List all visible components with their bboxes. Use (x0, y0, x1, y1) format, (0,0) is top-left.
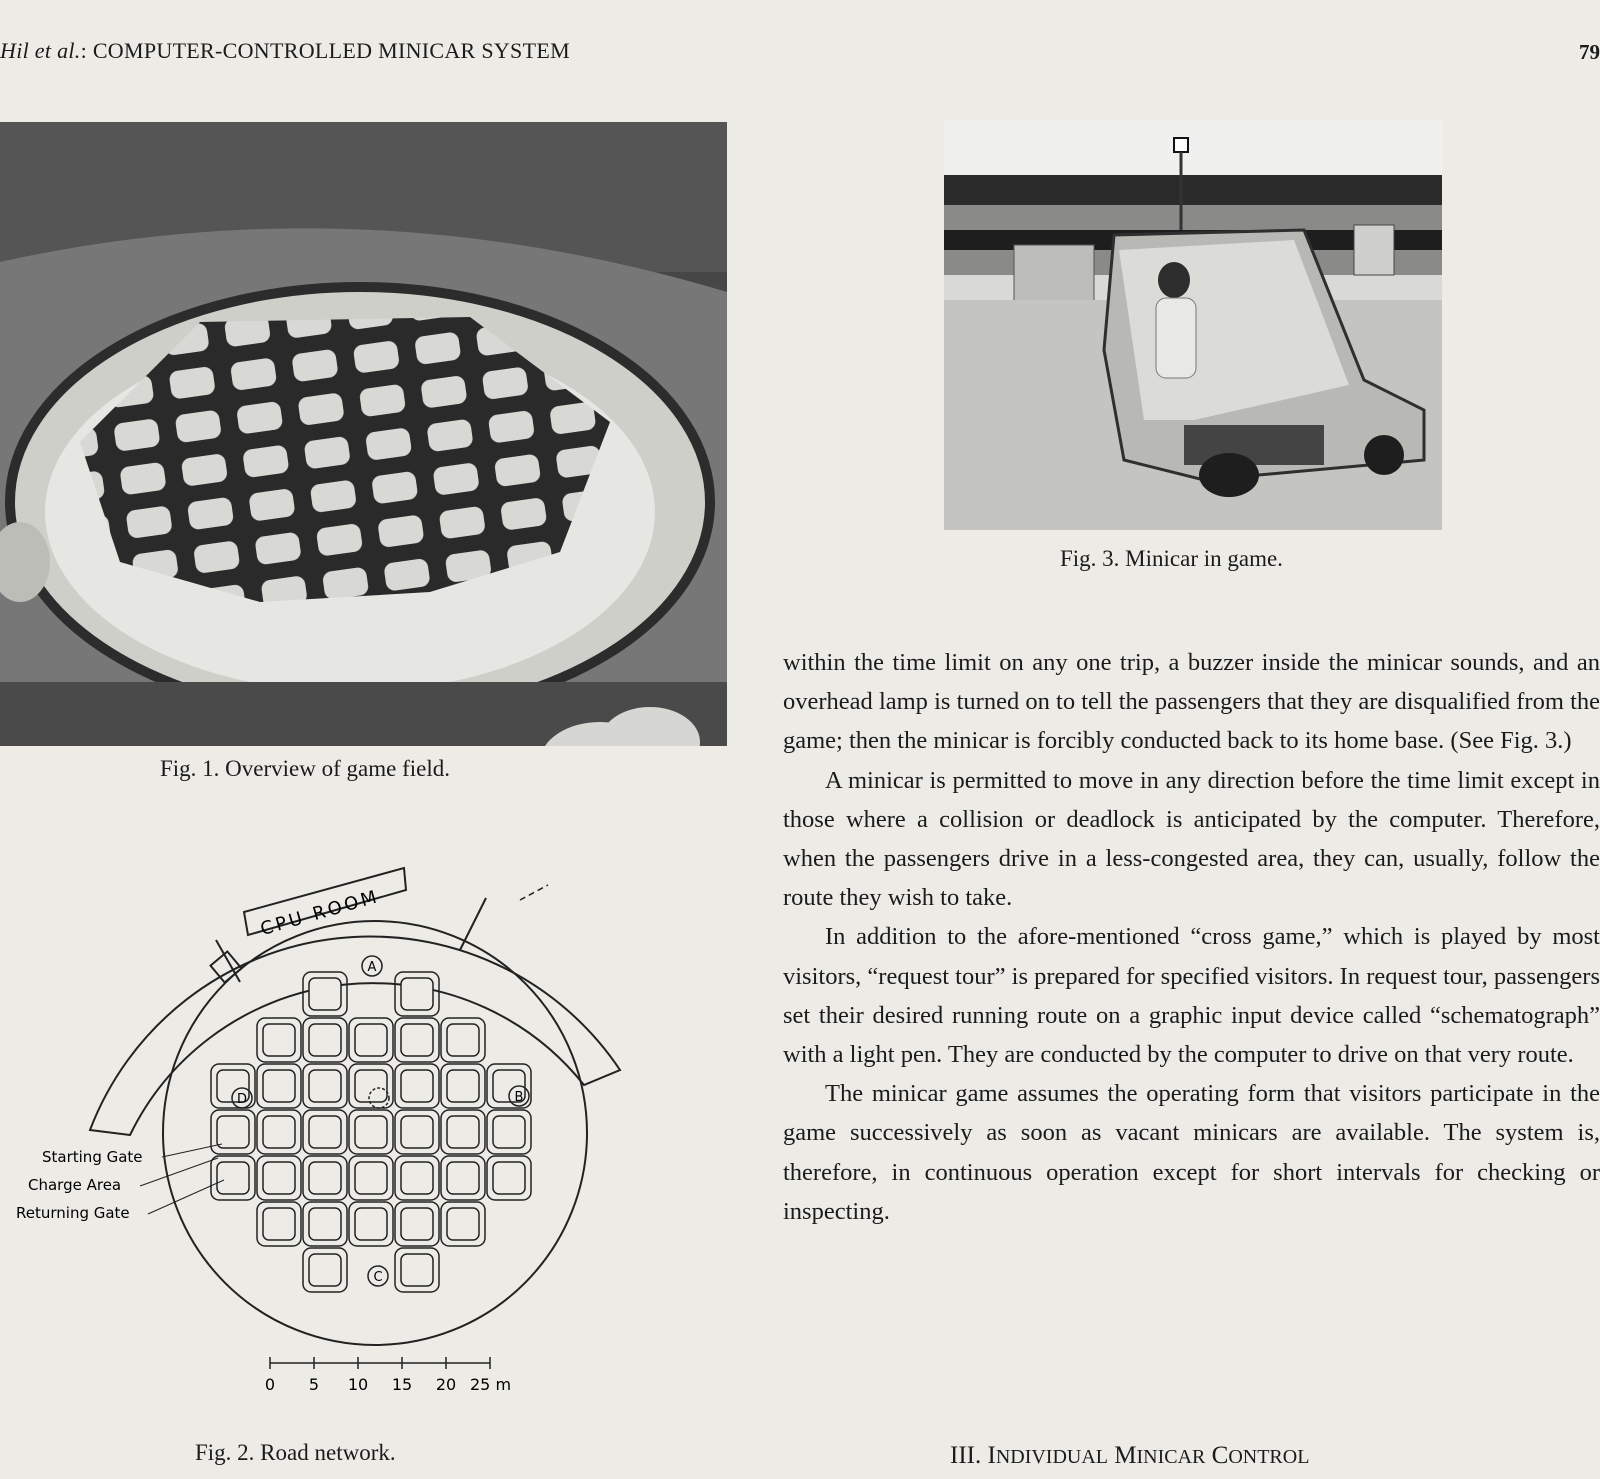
city-block (447, 1070, 479, 1102)
section-number: III. (950, 1442, 982, 1469)
scale-tick-label: 15 (391, 1375, 413, 1394)
section-heading (950, 1442, 1309, 1470)
gate-d-label: D (236, 1092, 248, 1107)
header-authors: Hil et al. (0, 38, 81, 63)
scale-tick-label: 0 (264, 1375, 276, 1394)
city-block (493, 1162, 525, 1194)
city-block (401, 1116, 433, 1148)
heading-rest-2: INICAR (1136, 1446, 1206, 1468)
header-title: : COMPUTER-CONTROLLED MINICAR SYSTEM (80, 38, 570, 63)
gate-c-label: C (373, 1270, 383, 1285)
city-block (447, 1162, 479, 1194)
city-block (493, 1116, 525, 1148)
scale-tick-label: 10 (347, 1375, 369, 1394)
city-block (355, 1162, 387, 1194)
figure-1-photo (0, 122, 727, 746)
city-block (447, 1024, 479, 1056)
figure-1-caption: Fig. 1. Overview of game field. (160, 756, 450, 781)
city-block (355, 1024, 387, 1056)
running-header (0, 38, 570, 64)
heading-rest-3: ONTROL (1228, 1446, 1310, 1468)
scale-bar (265, 1357, 511, 1394)
figure-2-caption: Fig. 2. Road network. (195, 1440, 396, 1465)
starting-gate-label: Starting Gate (42, 1148, 143, 1166)
city-block (309, 1116, 341, 1148)
paragraph-3: In addition to the afore-mentioned “cross game,” which is played by most visitors, “request tour” is prepared for specified visitors. In request tour, passengers set their desired running route on a graphic input device called “schematograph” with a light pen. They are conducted by the computer to drive on that very route. (783, 923, 1600, 1069)
figure-3-caption: Fig. 3. Minicar in game. (1060, 546, 1283, 571)
body-text-column (783, 643, 1600, 1231)
heading-initial-3: C (1211, 1442, 1229, 1469)
scale-tick-label: 20 (435, 1375, 457, 1394)
city-block (263, 1116, 295, 1148)
figure-2-road-network-diagram (0, 860, 640, 1415)
city-block (401, 1162, 433, 1194)
city-block (309, 1024, 341, 1056)
city-block (401, 1024, 433, 1056)
city-block (309, 1162, 341, 1194)
page-number: 79 (1579, 40, 1600, 64)
cpu-room-label: CPU ROOM (258, 886, 382, 941)
minicar-photo-image (944, 120, 1442, 530)
city-block (447, 1208, 479, 1240)
heading-initial-1: I (987, 1442, 996, 1469)
city-block (401, 1254, 433, 1286)
city-block (263, 1208, 295, 1240)
paragraph-2: A minicar is permitted to move in any direction before the time limit except in those where a collision or deadlock is anticipated by the computer. Therefore, when the passengers drive in a less-congested area, they can, usually, follow the route they wish to take. (783, 766, 1600, 912)
city-block (355, 1116, 387, 1148)
city-block (401, 978, 433, 1010)
game-field-photo-image (0, 122, 727, 746)
gate-b-label: B (514, 1090, 524, 1105)
city-block (309, 1208, 341, 1240)
paragraph-4: The minicar game assumes the operating form that visitors participate in the game successively as soon as vacant minicars are available. The system is, therefore, in continuous operation except for short intervals for checking or inspecting. (783, 1080, 1600, 1225)
heading-rest-1: NDIVIDUAL (995, 1446, 1109, 1468)
city-block (355, 1070, 387, 1102)
charge-area-label: Charge Area (28, 1176, 122, 1194)
heading-initial-2: M (1114, 1442, 1137, 1469)
figure-3-photo (944, 120, 1442, 530)
city-block (355, 1208, 387, 1240)
city-block (263, 1162, 295, 1194)
gate-a-label: A (367, 960, 377, 975)
city-block (401, 1070, 433, 1102)
city-block (217, 1116, 249, 1148)
scale-label-25m: 25 m (470, 1375, 512, 1394)
city-block (401, 1208, 433, 1240)
returning-gate-label: Returning Gate (16, 1204, 130, 1222)
paragraph-1: within the time limit on any one trip, a buzzer inside the minicar sounds, and an overhead lamp is turned on to tell the passengers that they are disqualified from the game; then the minicar is forcibly conducted back to its home base. (See Fig. 3.) (783, 649, 1600, 755)
city-block (447, 1116, 479, 1148)
city-block (309, 1254, 341, 1286)
city-block (309, 978, 341, 1010)
city-block (309, 1070, 341, 1102)
scale-tick-label: 5 (308, 1375, 320, 1394)
city-block (263, 1070, 295, 1102)
road-grid (211, 972, 531, 1292)
city-block (217, 1162, 249, 1194)
city-block (263, 1024, 295, 1056)
